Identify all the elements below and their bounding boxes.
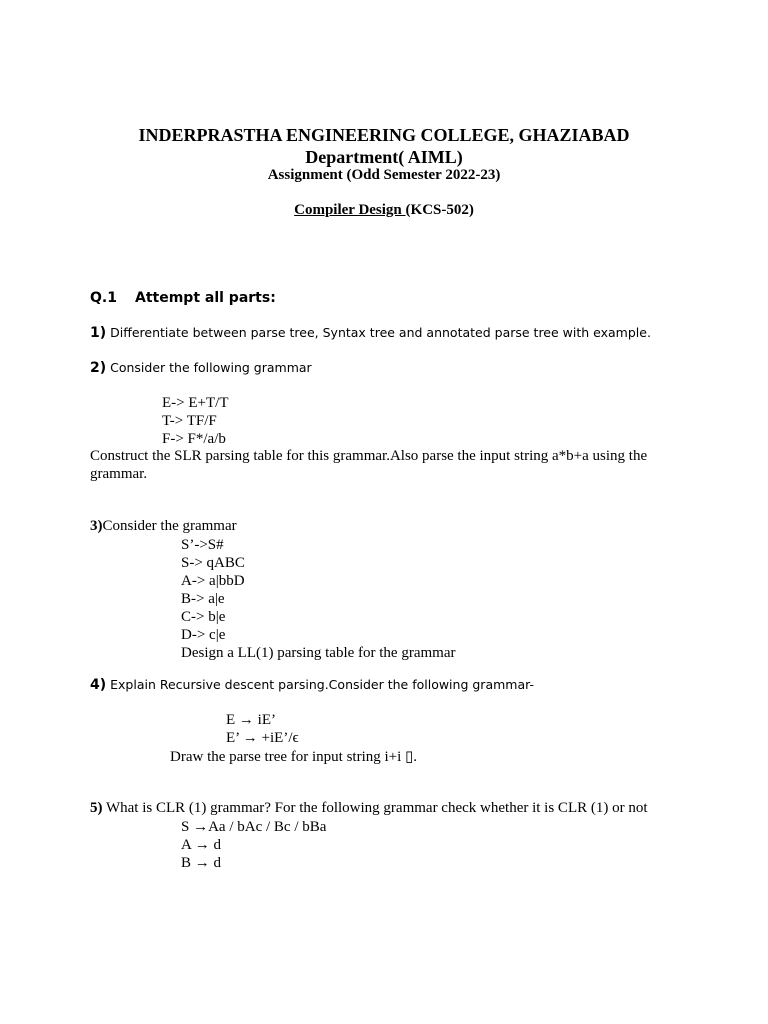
question-2	[90, 359, 312, 377]
question-number: 2)	[90, 360, 107, 376]
question-text: Consider the following grammar	[106, 360, 312, 375]
subject-name: Compiler Design	[294, 202, 406, 218]
question-text: Differentiate between parse tree, Syntax tree and annotated parse tree with example.	[106, 325, 651, 340]
grammar-rule: E’ → +iE’/ϵ	[226, 730, 299, 746]
grammar-rule: T-> TF/F	[162, 413, 217, 429]
grammar-rule: B-> a|e	[181, 591, 225, 607]
grammar-rule: S-> qABC	[181, 555, 245, 571]
section-number: Q.1	[90, 290, 117, 306]
question-1	[90, 324, 651, 342]
college-name: INDERPRASTHA ENGINEERING COLLEGE, GHAZIABAD	[138, 125, 630, 145]
assignment-title: Assignment (Odd Semester 2022-23)	[267, 167, 501, 183]
question-number: 5)	[90, 800, 103, 816]
question-4	[90, 676, 534, 694]
grammar-rule: D-> c|e	[181, 627, 226, 643]
grammar-rule: E → iE’	[226, 712, 276, 728]
q2-grammar	[162, 394, 228, 448]
subject-title	[0, 202, 768, 219]
q3-grammar	[181, 536, 455, 662]
grammar-rule: A-> a|bbD	[181, 573, 245, 589]
grammar-rule: S’->S#	[181, 537, 224, 553]
grammar-rule: E-> E+T/T	[162, 395, 229, 411]
department-title: Department( AIML)	[305, 147, 463, 167]
grammar-rule: F-> F*/a/b	[162, 431, 226, 447]
q2-task: Construct the SLR parsing table for this grammar.Also parse the input string a*b+a using the grammar.	[90, 448, 648, 482]
question-text: What is CLR (1) grammar? For the following grammar check whether it is CLR (1) or not	[102, 800, 648, 816]
grammar-rule: B → d	[181, 855, 222, 871]
q4-grammar	[226, 711, 299, 747]
q5-grammar	[181, 818, 326, 872]
section-title: Attempt all parts:	[135, 290, 276, 306]
question-number: 1)	[90, 325, 107, 341]
question-text: Explain Recursive descent parsing.Consider the following grammar-	[106, 677, 534, 692]
question-text: Consider the grammar	[102, 518, 237, 534]
question-5	[90, 800, 648, 817]
question-3	[90, 518, 237, 535]
grammar-rule: S →Aa / bAc / Bc / bBa	[181, 819, 327, 835]
grammar-rule: A → d	[181, 837, 222, 853]
question-number: 3)	[90, 518, 103, 534]
subject-code: (KCS-502)	[405, 202, 474, 218]
question-number: 4)	[90, 677, 107, 693]
q4-task: Draw the parse tree for input string i+i ▯.	[170, 749, 418, 765]
q3-task: Design a LL(1) parsing table for the grammar	[181, 645, 456, 661]
grammar-rule: C-> b|e	[181, 609, 226, 625]
